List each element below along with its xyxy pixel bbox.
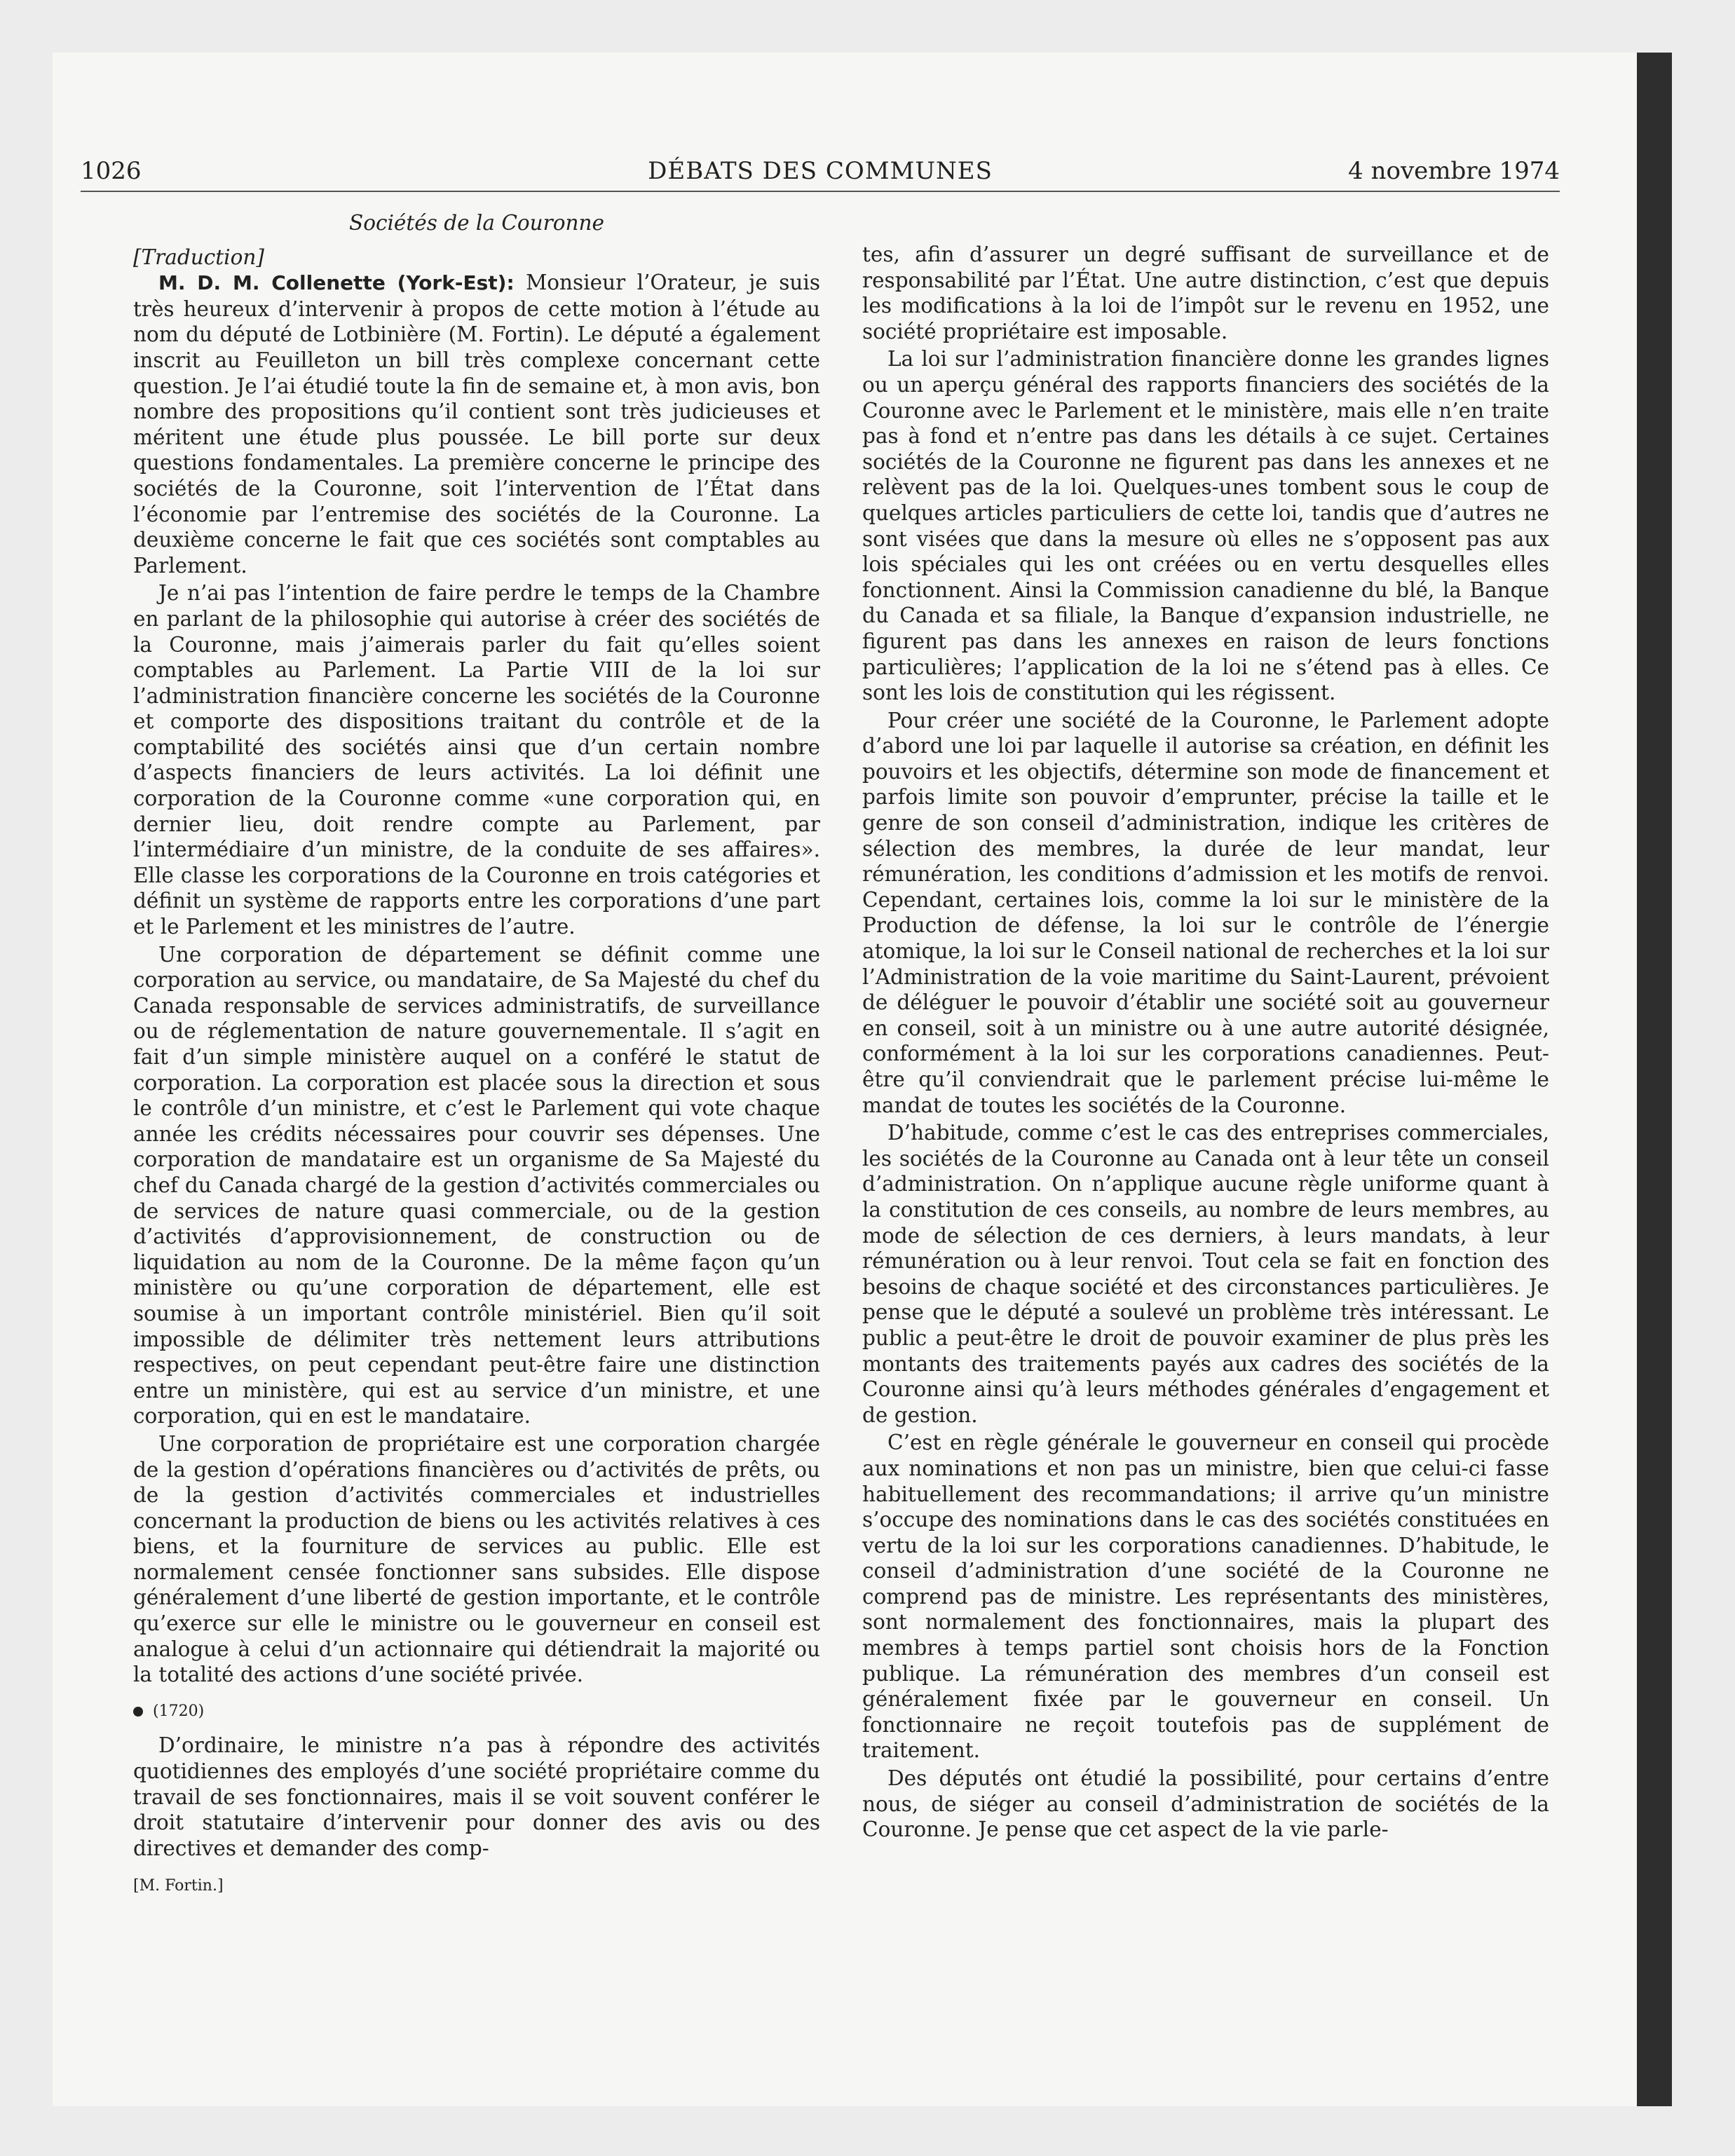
bullet-icon (133, 1707, 143, 1717)
paragraph: D’ordinaire, le ministre n’a pas à répondre des activités quotidiennes des employés d’une société propriétaire comme du travail de ses fonctionnaires, mais il se voit souvent conférer le droit statutaire d’intervenir pour donner des avis ou des directives et demander des comp- (133, 1733, 820, 1860)
section-title: Sociétés de la Couronne (349, 211, 604, 235)
paragraph (133, 270, 820, 578)
page-number: 1026 (81, 157, 142, 185)
page-edge-shadow (1637, 53, 1672, 2106)
paragraph: C’est en règle générale le gouverneur en conseil qui procède aux nominations et non pas un ministre, bien que celui-ci fasse habituellement des recommandations; il arrive qu’un ministre s’occupe des nominations dans le cas des sociétés constituées en vertu de la loi sur les corporations canadiennes. D’habitude, le conseil d’administration d’une société de la Couronne ne comprend pas de ministre. Les représentants des ministères, sont normalement des fonctionnaires, mais la plupart des membres à temps partiel sont choisis hors de la Fonction publique. La rémunération des membres d’un conseil est généralement fixée par le gouverneur en conseil. Un fonctionnaire ne reçoit toutefois pas de supplément de traitement. (862, 1431, 1549, 1763)
paragraph: Pour créer une société de la Couronne, le Parlement adopte d’abord une loi par laquelle il autorise sa création, en définit les pouvoirs et les objectifs, détermine son mode de financement et parfois limite son pouvoir d’emprunter, précise la taille et le genre de son conseil d’administration, indique les critères de sélection des membres, la durée de leur mandat, leur rémunération, les conditions d’admission et les motifs de renvoi. Cependant, certaines lois, comme la loi sur le ministère de la Production de défense, la loi sur le contrôle de l’énergie atomique, la loi sur le Conseil national de recherches et la loi sur l’Administration de la voie maritime du Saint-Laurent, prévoient de déléguer le pouvoir d’établir une société soit au gouverneur en conseil, soit à un ministre ou à une autre autorité désignée, conformément à la loi sur les corporations canadiennes. Peut-être qu’il conviendrait que le parlement précise lui-même le mandat de toutes les sociétés de la Couronne. (862, 708, 1549, 1117)
timestamp (133, 1699, 820, 1725)
paragraph: La loi sur l’administration financière donne les grandes lignes ou un aperçu général des rapports financiers des sociétés de la Couronne avec le Parlement et le ministère, mais elle n’en traite pas à fond et n’entre pas dans les détails à ce sujet. Certaines sociétés de la Couronne ne figurent pas dans les annexes et ne relèvent pas de la loi. Quelques-unes tombent sous le coup de quelques articles particuliers de cette loi, tandis que d’autres ne sont visées que dans la mesure où elles ne s’opposent pas aux lois spéciales qui les ont créées ou en vertu desquelles elles fonctionnent. Ainsi la Commission canadienne du blé, la Banque du Canada et sa filiale, la Banque d’expansion industrielle, ne figurent pas dans les annexes en raison de leurs fonctions particulières; l’application de la loi ne s’étend pas à elles. Ce sont les lois de constitution qui les régissent. (862, 347, 1549, 705)
paragraph: tes, afin d’assurer un degré suffisant de surveillance et de responsabilité par l’État. Une autre distinction, c’est que depuis les modifications à la loi de l’impôt sur le revenu en 1952, une société propriétaire est imposable. (862, 243, 1549, 343)
speaker-name: M. D. M. Collenette (York-Est): (158, 271, 515, 295)
running-header (81, 156, 1560, 192)
paragraph: Des députés ont étudié la possibilité, pour certains d’entre nous, de siéger au conseil d’administration de sociétés de la Couronne. Je pense que cet aspect de la vie parle- (862, 1766, 1549, 1842)
journal-title: DÉBATS DES COMMUNES (648, 157, 993, 185)
paragraph: Une corporation de propriétaire est une corporation chargée de la gestion d’opérations financières ou d’activités de prêts, ou de la gestion d’activités commerciales et industrielles concernant la production de biens ou les activités relatives à ces biens, et la fourniture de services au public. Elle est normalement censée fonctionner sans subsides. Elle dispose généralement d’une liberté de gestion importante, et le contrôle qu’exerce sur elle le ministre ou le gouverneur en conseil est analogue à celui d’un actionnaire qui détiendrait la majorité ou la totalité des actions d’une société privée. (133, 1431, 820, 1687)
paragraph: Je n’ai pas l’intention de faire perdre le temps de la Chambre en parlant de la philosophie qui autorise à créer des sociétés de la Couronne, mais j’aimerais parler du fait qu’elles soient comptables au Parlement. La Partie VIII de la loi sur l’administration financière concerne les sociétés de la Couronne et comporte des dispositions traitant du contrôle et de la comptabilité des sociétés ainsi que d’un certain nombre d’aspects financiers de leurs activités. La loi définit une corporation de la Couronne comme «une corporation qui, en dernier lieu, doit rendre compte au Parlement, par l’intermédiaire d’un ministre, de la conduite de ses affaires». Elle classe les corporations de la Couronne en trois catégories et définit un système de rapports entre les corporations d’une part et le Parlement et les ministres de l’autre. (133, 581, 820, 939)
translation-note: [Traduction] (133, 245, 264, 269)
right-column (862, 242, 1549, 1843)
footer-reference: [M. Fortin.] (133, 1877, 224, 1895)
paragraph: D’habitude, comme c’est le cas des entreprises commerciales, les sociétés de la Couronne au Canada ont à leur tête un conseil d’administration. On n’applique aucune règle uniforme quant à la constitution de ces conseils, au nombre de leurs membres, au mode de sélection de ces derniers, à leurs mandats, à leur rémunération ou à leur renvoi. Tout cela se fait en fonction des besoins de chaque société et des circonstances particulières. Je pense que le député a soulevé un problème très intéressant. Le public a peut-être le droit de pouvoir examiner de plus près les montants des traitements payés aux cadres des sociétés de la Couronne ainsi qu’à leurs méthodes générales d’engagement et de gestion. (862, 1121, 1549, 1427)
left-column (133, 210, 820, 1899)
header-date: 4 novembre 1974 (1348, 157, 1560, 185)
paragraph: Une corporation de département se définit comme une corporation au service, ou mandataire, de Sa Majesté du chef du Canada responsable de services administratifs, de surveillance ou de réglementation de nature gouvernementale. Il s’agit en fait d’un simple ministère auquel on a conféré le statut de corporation. La corporation est placée sous la direction et sous le contrôle d’un ministre, et c’est le Parlement qui vote chaque année les crédits nécessaires pour couvrir ses dépenses. Une corporation de mandataire est un organisme de Sa Majesté du chef du Canada chargé de la gestion d’activités commerciales ou de services de nature quasi commerciale, ou de la gestion d’activités d’approvisionnement, de construction ou de liquidation au nom de la Couronne. De la même façon qu’un ministère ou qu’une corporation de département, elle est soumise à un important contrôle ministériel. Bien qu’il soit impossible de délimiter très nettement leurs attributions respectives, on peut cependant peut-être faire une distinction entre un ministère, qui est au service d’un ministre, et une corporation, qui en est le mandataire. (133, 942, 820, 1428)
paragraph-text: Monsieur l’Orateur, je suis très heureux d’intervenir à propos de cette motion à l’étude au nom du député de Lotbinière (M. Fortin). Le député a également inscrit au Feuilleton un bill très complexe concernant cette question. Je l’ai étudié toute la fin de semaine et, à mon avis, bon nombre des propositions qu’il contient sont très judicieuses et méritent une étude plus poussée. Le bill porte sur deux questions fondamentales. La première concerne le principe des sociétés de la Couronne, soit l’intervention de l’État dans l’économie par l’entremise des sociétés de la Couronne. La deuxième concerne le fait que ces sociétés sont comptables au Parlement. (133, 271, 820, 578)
timestamp-text: (1720) (153, 1702, 205, 1720)
